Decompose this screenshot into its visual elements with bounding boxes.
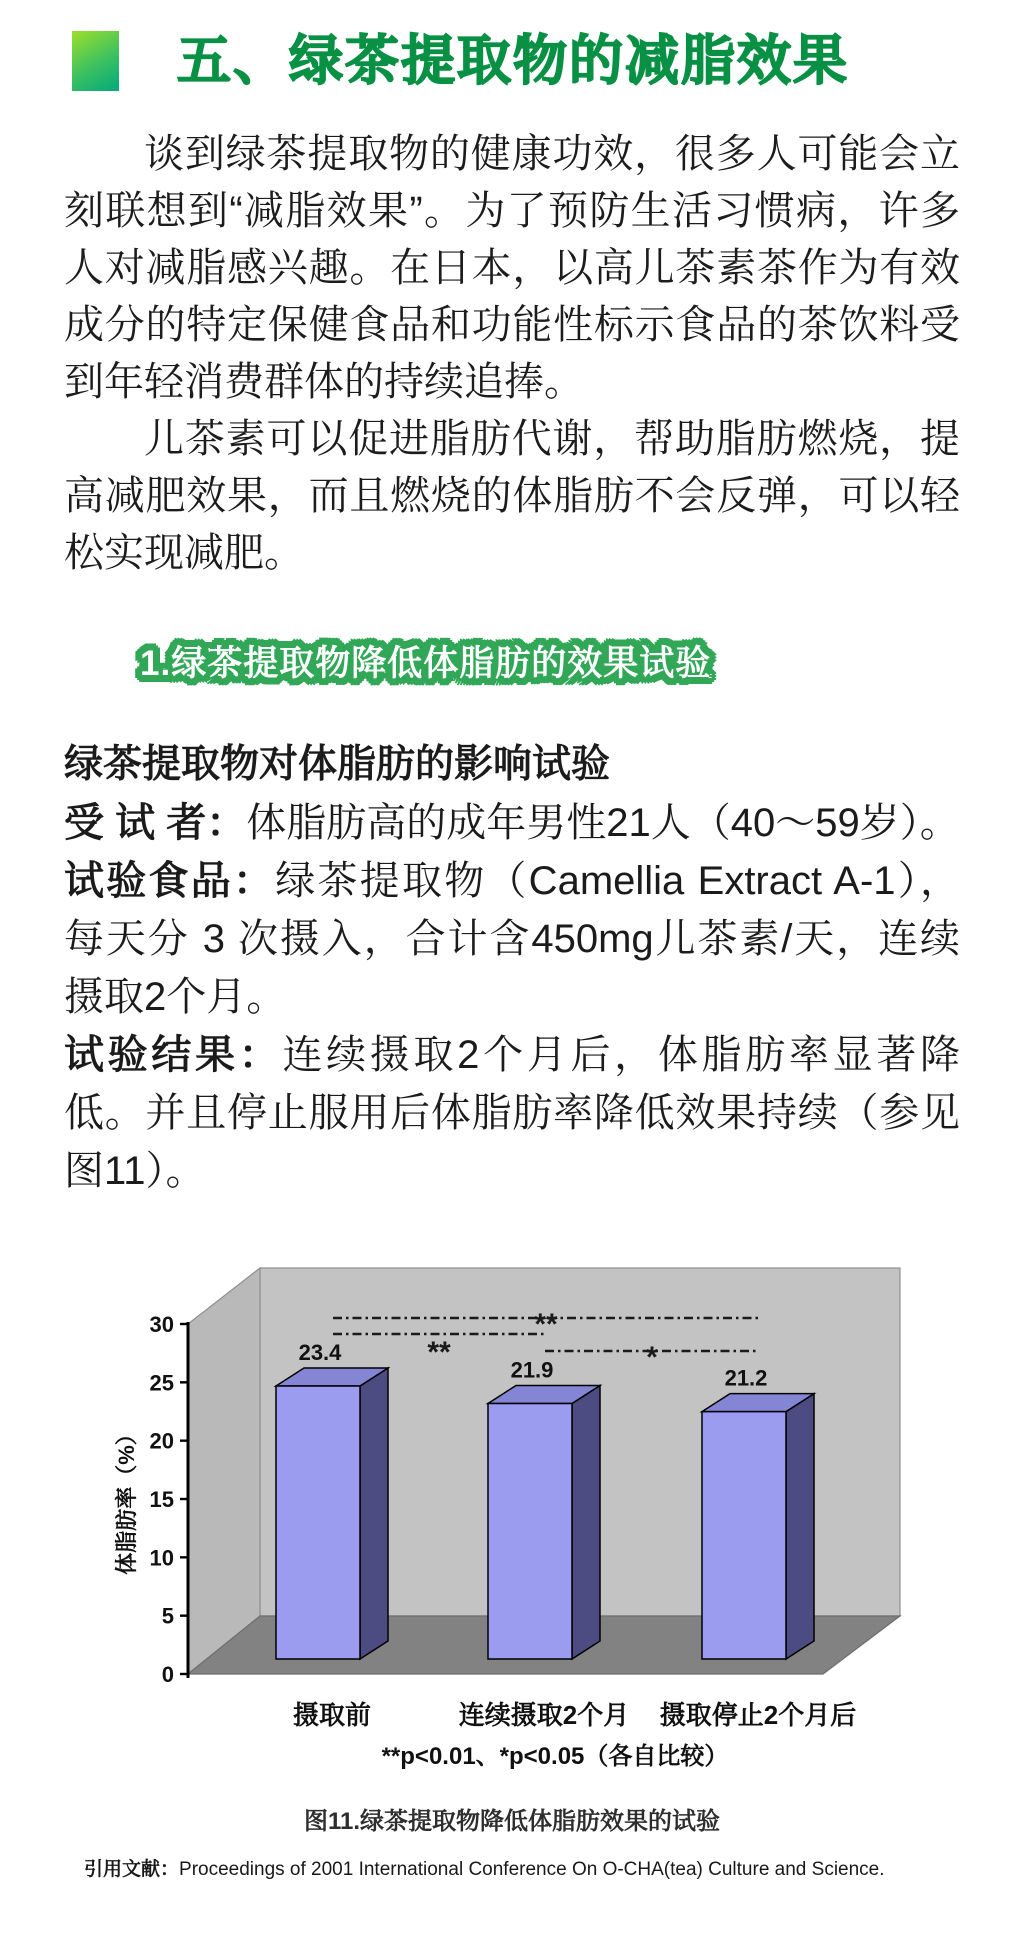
- trial-item-subject-label: 受 试 者：: [64, 801, 247, 845]
- trial-item-food-text: 绿茶提取物（Camellia Extract A-1），每天分 3 次摄入，合计含450mg儿茶素/天，连续摄取2个月。: [64, 859, 960, 1019]
- section-heading: [140, 638, 1024, 690]
- trial-item-food-label: 试验食品：: [64, 859, 276, 903]
- trial-item-result-label: 试验结果：: [64, 1033, 283, 1077]
- y-tick-label: 25: [149, 1370, 174, 1396]
- intro-paragraph-1: 谈到绿茶提取物的健康功效，很多人可能会立刻联想到“减脂效果”。为了预防生活习惯病，许多人对减脂感兴趣。在日本，以高儿茶素茶作为有效成分的特定保健食品和功能性标示食品的茶饮料受到年轻消费群体的持续追捧。: [64, 132, 960, 404]
- page-header: [72, 30, 1024, 92]
- x-category-label: 摄取停止2个月后: [659, 1700, 857, 1730]
- bar-value-label: 23.4: [298, 1340, 342, 1365]
- bar-side-face: [786, 1394, 814, 1659]
- bar-side-face: [572, 1386, 600, 1660]
- x-category-label: 连续摄取2个月: [458, 1700, 630, 1730]
- fat-rate-chart-svg: [100, 1256, 960, 1776]
- y-axis-title: 体脂肪率（%）: [114, 1423, 139, 1575]
- y-tick-label: 15: [149, 1487, 174, 1512]
- significance-marker: **: [534, 1308, 558, 1341]
- bar-front-face: [702, 1412, 786, 1659]
- bar-side-face: [360, 1368, 388, 1659]
- chart-footnote: **p<0.01、*p<0.05（各自比较）: [381, 1743, 729, 1770]
- bar-value-label: 21.9: [510, 1357, 554, 1383]
- significance-marker: **: [427, 1336, 451, 1369]
- trial-item-result-text: 连续摄取2个月后，体脂肪率显著降低。并且停止服用后体脂肪率降低效果持续（参见图11）。: [64, 1033, 960, 1193]
- title-marker-icon: [72, 31, 119, 91]
- trial-item-result: [64, 1026, 960, 1200]
- figure-11: [0, 1256, 1024, 1836]
- bar-value-label: 21.2: [724, 1365, 768, 1391]
- y-tick-label: 30: [149, 1312, 174, 1337]
- intro-paragraph-2: 儿茶素可以促进脂肪代谢，帮助脂肪燃烧，提高减肥效果，而且燃烧的体脂肪不会反弹，可以轻松实现减肥。: [64, 417, 960, 575]
- citation-label: 引用文献：: [84, 1859, 180, 1880]
- bar-front-face: [488, 1404, 572, 1660]
- significance-marker: *: [646, 1341, 658, 1374]
- y-tick-label: 20: [149, 1428, 174, 1454]
- trial-item-subject-text: 体脂肪高的成年男性21人（40～59岁）。: [246, 801, 960, 845]
- figure-caption: 图11.绿茶提取物降低体脂肪效果的试验: [303, 1808, 721, 1835]
- trial-item-subject: [64, 794, 960, 852]
- trial-subheading: 绿茶提取物对体脂肪的影响试验: [64, 743, 611, 786]
- trial-item-food: [64, 852, 960, 1026]
- citation: [84, 1854, 964, 1881]
- y-tick-label: 5: [161, 1603, 174, 1629]
- x-category-label: 摄取前: [292, 1700, 372, 1730]
- citation-text: Proceedings of 2001 International Conference On O-CHA(tea) Culture and Science.: [179, 1859, 885, 1880]
- page-title: 五、绿茶提取物的减脂效果: [177, 31, 849, 91]
- section-heading-text: 1.绿茶提取物降低体脂肪的效果试验: [140, 644, 712, 683]
- y-tick-label: 10: [149, 1545, 174, 1571]
- bar-front-face: [276, 1386, 360, 1659]
- chart-side-wall: [188, 1268, 260, 1674]
- y-tick-label: 0: [161, 1662, 174, 1687]
- fat-rate-chart: [100, 1256, 960, 1781]
